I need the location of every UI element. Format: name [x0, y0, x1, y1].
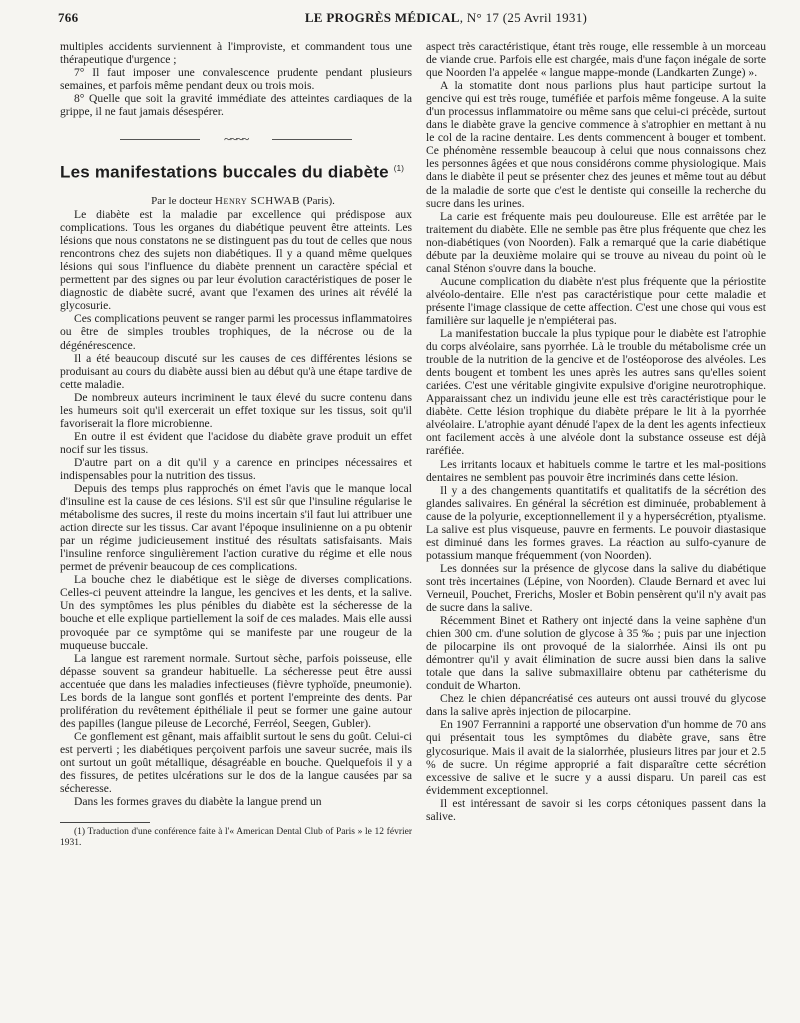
footnote: (1) Traduction d'une conférence faite à l'« American Dental Club of Paris » le 12 février 1931. [60, 827, 412, 849]
paragraph: Il y a des changements quantitatifs et qualitatifs de la sécrétion des glandes salivaires. En général la sécrétion est diminuée, probablement à cause de la polyurie, exceptionnellement il y a hypersécrétion, ptyalisme. La salive est plus visqueuse, pauvre en ferments. Le pouvoir diastasique est diminué dans les formes graves. La réaction au sulfo-cyanure de potassium manque fréquemment (von Noorden). [426, 483, 766, 562]
paragraph: Il est intéressant de savoir si les corps cétoniques passent dans la salive. [426, 796, 766, 823]
right-column [426, 40, 766, 823]
paragraph: 7° Il faut imposer une convalescence prudente pendant plusieurs semaines, et parfois même pendant deux ou trois mois. [60, 66, 412, 93]
paragraph: aspect très caractéristique, étant très rouge, elle ressemble à un morceau de viande crue. Parfois elle est chargée, mais d'une façon inégale de sorte que Noorden l'a appelée « langue mappe-monde (Landkarten Zunge) ». [426, 40, 766, 80]
paragraph: Les irritants locaux et habituels comme le tartre et les mal-positions dentaires ne semblent pas pouvoir être incriminés dans cette lésion. [426, 457, 766, 484]
paragraph: La langue est rarement normale. Surtout sèche, parfois poisseuse, elle dépasse souvent sa grandeur habituelle. La sécheresse peut être aussi accentuée que dans les maladies infectieuses (fièvre typhoïde, pneumonie). Les bords de la langue sont gonflés et portent l'empreinte des dents. Par prolifération du revêtement épithéliale il peut se former une gaine autour des papilles (langue pileuse de Lecorché, Ferréol, Seegen, Gubler). [60, 651, 412, 730]
paragraph: Ces complications peuvent se ranger parmi les processus inflammatoires ou être de simples troubles trophiques, de la nécrose ou de la dégénérescence. [60, 312, 412, 352]
paragraph: Ce gonflement est gênant, mais affaiblit surtout le sens du goût. Celui-ci est perverti ; les diabétiques perçoivent parfois une saveur sucrée, mais ils ont surtout un goût métallique, désagréable en bouche. Quelquefois il y a des fissures, de petites ulcérations sur le dos de la langue causées par sa sécheresse. [60, 729, 412, 796]
left-column [60, 40, 412, 849]
paragraph: A la stomatite dont nous parlions plus haut participe surtout la gencive qui est très rouge, tuméfiée et parfois même fongeuse. A la suite d'un processus inflammatoire ou même sans que celui-ci précède, surtout dans le diabète grave la gencive commence à s'atrophier en mettant à nu le col de la racine dentaire. Les dents commencent à bouger et tombent. Ce phénomène ressemble beaucoup à celui que nous connaissons chez les personnes âgées et que nous considérons comme physiologique. Mais dans le diabète il peut se présenter chez des jeunes et même tout au début de la maladie de sorte que c'est le dentiste qui conseille la recherche du sucre dans les urines. [426, 79, 766, 210]
paragraph: Il a été beaucoup discuté sur les causes de ces différentes lésions se produisant au cours du diabète aussi bien au début qu'à une étape tardive de cette maladie. [60, 351, 412, 391]
paragraph: D'autre part on a dit qu'il y a carence en principes nécessaires et indispensables pour la nutrition des tissus. [60, 455, 412, 482]
paragraph: Le diabète est la maladie par excellence qui prédispose aux complications. Tous les organes du diabétique peuvent être atteints. Les lésions que nous constatons ne se distinguent pas du tout de celles que nous rencontrons chez des sujets non diabétiques. Il y a quand même quelques lésions qui sous l'influence du diabète prennent un caractère spécial et permettent par des signes ou par leur évolution caractéristiques de poser le diagnostic de diabète sucré, avant que l'examen des urines ait révélé la glycosurie. [60, 208, 412, 313]
paragraph: La carie est fréquente mais peu douloureuse. Elle est arrêtée par le traitement du diabète. Elle ne semble pas être plus fréquente que chez les non-diabétiques (von Noorden). Falk a remarqué que la carie diabétique débute par la deuxième molaire qui se trouve au niveau du point où le canal Sténon s'ouvre dans la bouche. [426, 209, 766, 275]
paragraph: Aucune complication du diabète n'est plus fréquente que la périostite alvéolo-dentaire. Elle n'est pas caractéristique pour cette maladie et présente l'image classique de cette affection. C'est une chose qui vous est familière sur laquelle je n'empiéterai pas. [426, 274, 766, 327]
paragraph: multiples accidents surviennent à l'improviste, et commandent tous une thérapeutique d'urgence ; [60, 40, 412, 67]
issue-info: , N° 17 (25 Avril 1931) [459, 10, 588, 25]
paragraph: 8° Quelle que soit la gravité immédiate des atteintes cardiaques de la grippe, il ne faut jamais désespérer. [60, 92, 412, 119]
journal-title: LE PROGRÈS MÉDICAL, N° 17 (25 Avril 1931) [304, 10, 588, 25]
paragraph: Dans les formes graves du diabète la langue prend un [74, 795, 322, 809]
paragraph: En outre il est évident que l'acidose du diabète grave produit un effet nocif sur les tissus. [60, 429, 412, 456]
page-number: 766 [58, 10, 79, 25]
paragraph: Les données sur la présence de glycose dans la salive du diabétique sont très incertaines (Lépine, von Noorden). Claude Bernard et avec lui Verneuil, Pouchet, Frerichs, Mosler et Bobin pensèrent qu'il n'y avait pas de sucre dans la salive. [426, 561, 766, 615]
ornament-rule [272, 139, 352, 140]
paragraph: La manifestation buccale la plus typique pour le diabète est l'atrophie du corps alvéolaire, sans pyorrhée. Là le trouble du métabolisme crée un trouble de la nutrition de la gencive et de l'ostéoporose des alvéoles. Les dents bougent et tombent les unes après les autres sans qu'elles soient cariées. C'est une véritable gingivite expulsive d'origine neurotrophique. Apparaissant chez un individu jeune elle est très caractéristique pour le diabète. Cette lésion trophique du diabète prépare le lit à la pyorrhée alvéolaire. L'atrophie ayant dénudé l'apex de la dent les agents infectieux ont facilement accès à une alvéole dont la substance osseuse est déjà raréfiée. [426, 327, 766, 458]
paragraph: Chez le chien dépancréatisé ces auteurs ont aussi trouvé du glycose dans la salive après injection de pilocarpine. [426, 692, 766, 719]
footnote-marker: (1) [393, 164, 405, 174]
paragraph: La bouche chez le diabétique est le siège de diverses complications. Celles-ci peuvent atteindre la langue, les gencives et les dents, et la salive. Un des symptômes les plus pénibles du diabète est la sécheresse de la bouche et elle explique partiellement la soif de ces malades. Mais elle aussi provoquée par ce symptôme qui se manifeste par une rougeur de la muqueuse buccale. [60, 573, 412, 652]
flourish-icon: ~~~~ [218, 131, 254, 146]
footnote-divider [60, 822, 150, 823]
ornament-rule [120, 139, 200, 140]
paragraph: De nombreux auteurs incriminent le taux élevé du sucre contenu dans les humeurs soit qu'il exercerait un effet toxique sur les tissus, soit qu'il favoriserait la flore microbienne. [60, 390, 412, 430]
paragraph: En 1907 Ferrannini a rapporté une observation d'un homme de 70 ans qui présentait tous les symptômes du diabète grave, sans être glycosurique. Mais il avait de la sialorrhée, plusieurs litres par jour et 2.5 % de sucre. Un régime approprié a fait disparaître cette sécrétion excessive de salive et le sucre y a aussi disparu. Un pareil cas est évidemment exceptionnel. [426, 718, 766, 797]
byline: Par le docteur Henry SCHWAB (Paris). [151, 194, 335, 207]
running-header [58, 10, 774, 28]
paragraph: Depuis des temps plus rapprochés on émet l'avis que le manque local d'insuline est la cause de ces lésions. S'il est sûr que l'insuline régularise le métabolisme des sucres, il reste du moins incertain s'il faut lui attribuer une action directe sur les tissus. Car avant l'époque insulinienne on a pu obtenir par un régime judicieusement institué des résultats satisfaisants. Mais l'insuline renforce singulièrement l'action curative du régime et elle nous permet de prévenir beaucoup de ces complications. [60, 482, 412, 574]
article-title: Les manifestations buccales du diabète $^{(1)}$ [60, 162, 405, 182]
paragraph: Récemment Binet et Rathery ont injecté dans la veine saphène d'un chien 300 cm. d'une solution de glycose à 35 ‰ ; puis par une injection de pilocarpine ils ont provoqué de la sialorrhée. Ainsi ils ont pu démontrer qu'il y avait élimination de sucre aussi bien dans la salive totale que dans la salive submaxillaire obtenu par cathéterisme du conduit de Wharton. [426, 614, 766, 693]
author-name: Henry SCHWAB [214, 194, 301, 207]
section-ornament [60, 132, 412, 146]
